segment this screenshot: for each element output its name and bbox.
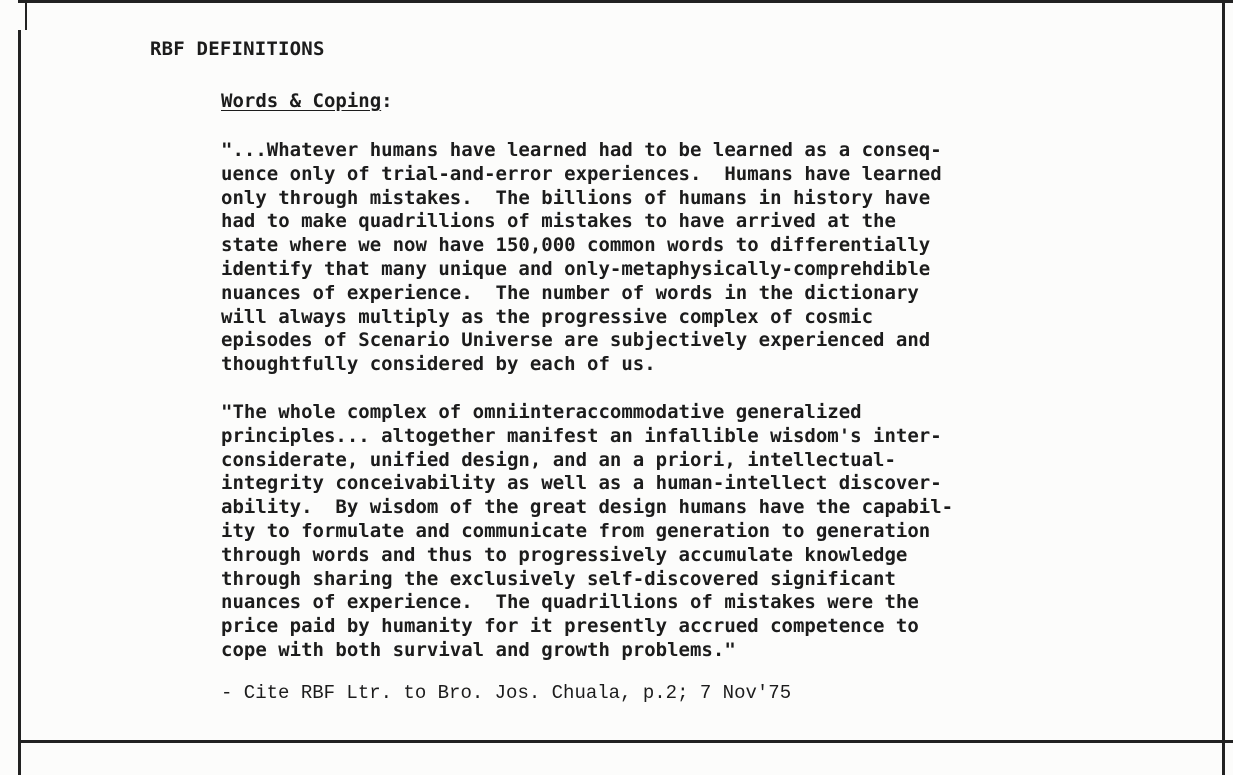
paragraph-line: state where we now have 150,000 common words to differentially [221,234,931,257]
paragraph-line: through words and thus to progressively accumulate knowledge [221,543,908,566]
paragraph-line: "...Whatever humans have learned had to be learned as a conseq- [221,139,942,161]
paragraph-line: integrity conceivability as well as a human-intellect discover- [221,472,942,495]
paragraph-line: will always multiply as the progressive complex of cosmic [221,305,874,328]
paragraph-line: identify that many unique and only-metaphysically-comprehdible [221,257,931,280]
paragraph-line: ity to formulate and communicate from generation to generation [221,519,931,542]
paragraph-line: ability. By wisdom of the great design humans have the capabil- [221,496,954,519]
paragraph-line: had to make quadrillions of mistakes to have arrived at the [221,210,896,233]
card-border-left-upper [25,0,27,30]
document-title: RBF DEFINITIONS [150,38,325,60]
paragraph-line: uence only of trial-and-error experiences. Humans have learned [221,162,942,185]
paragraph-line: through sharing the exclusively self-discovered significant [221,567,896,590]
paragraph-line: price paid by humanity for it presently accrued competence to [221,615,919,638]
section-title-text: Words & Coping [221,90,382,112]
paragraph-line: only through mistakes. The billions of humans in history have [221,186,931,209]
paragraph-line: considerate, unified design, and an a priori, intellectual- [221,448,896,471]
card-border-bottom [18,740,1233,743]
card-border-right [1222,0,1225,775]
card-border-left [18,30,21,775]
card-border-top [18,0,1233,3]
paragraph-line: episodes of Scenario Universe are subjectively experienced and [221,329,931,352]
paragraph-line: nuances of experience. The quadrillions of mistakes were the [221,591,919,614]
paragraph-line: principles... altogether manifest an infallible wisdom's inter- [221,424,942,447]
paragraph-line: thoughtfully considered by each of us. [221,353,656,376]
paragraph-line: nuances of experience. The number of words in the dictionary [221,281,919,304]
quote-paragraph-2 [221,401,953,663]
section-title-colon: : [381,90,393,112]
paragraph-line: "The whole complex of omniinteraccommodative generalized [221,401,862,423]
citation: - Cite RBF Ltr. to Bro. Jos. Chuala, p.2; 7 Nov'75 [221,682,792,704]
section-title [221,90,393,112]
quote-paragraph-1 [221,139,942,377]
paragraph-line: cope with both survival and growth problems." [221,638,736,661]
